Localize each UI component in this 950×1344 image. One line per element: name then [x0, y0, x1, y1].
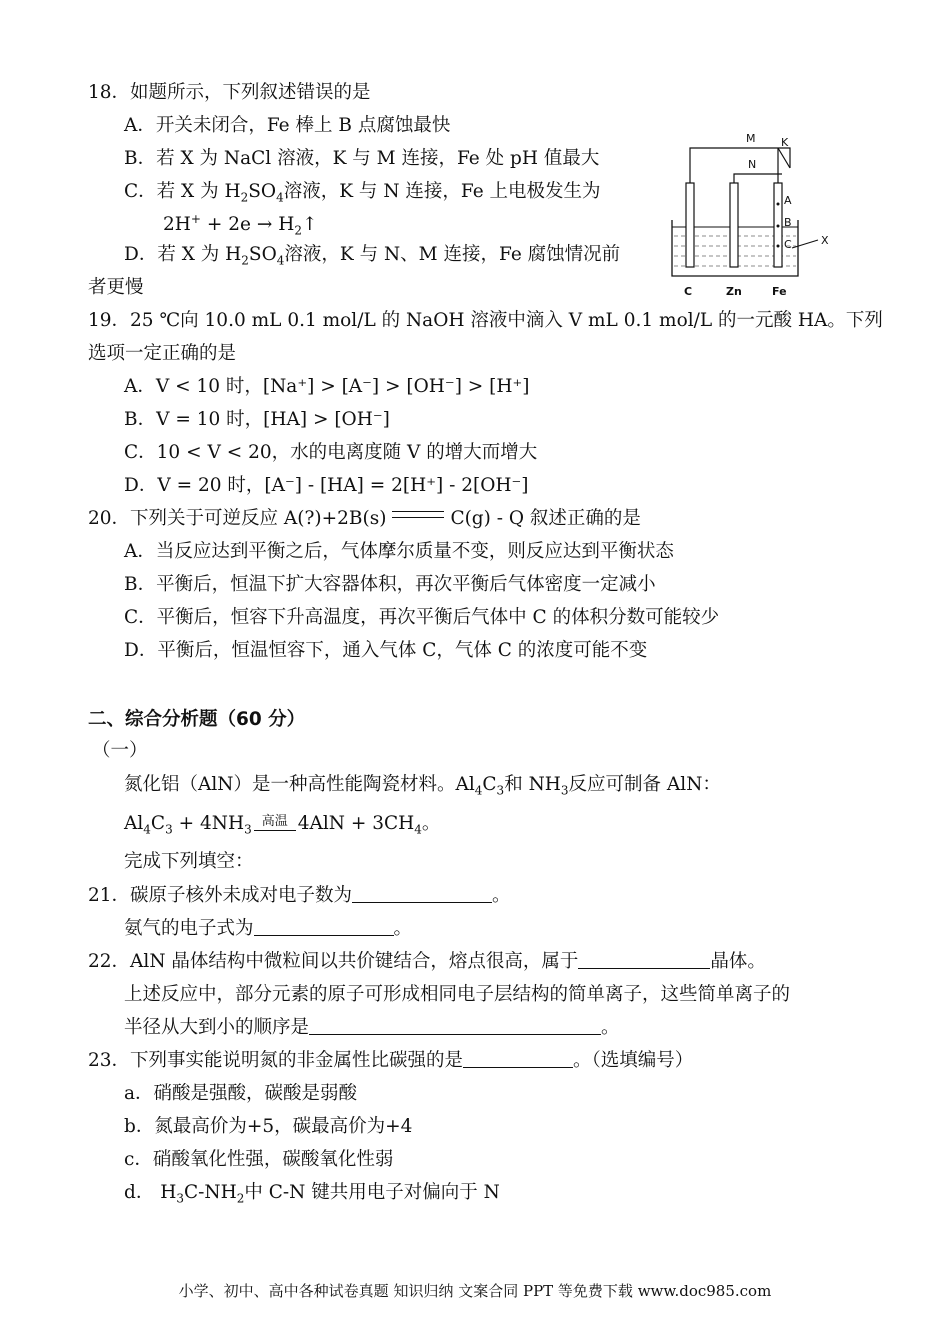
electrochemistry-figure — [668, 128, 840, 300]
fill-instruction: 完成下列填空： — [124, 851, 254, 872]
q21-line2: 氨气的电子式为 。 — [124, 918, 413, 939]
q23-option-c: c．硝酸氧化性强，碳酸氧化性弱 — [124, 1149, 394, 1170]
q23-stem: 23．下列事实能说明氮的非金属性比碳强的是 。（选填编号） — [88, 1050, 694, 1071]
label-k: K — [781, 136, 789, 149]
answer-blank[interactable] — [578, 950, 710, 969]
label-bottom-zn: Zn — [726, 285, 742, 298]
section-2-title: 二、综合分析题（60 分） — [88, 709, 306, 730]
q18-option-c: C．若 X 为 $H_2SO_4$溶液，K 与 N 连接，Fe 上电极发生为 — [124, 181, 601, 205]
reaction-equation: $Al_4C_3 + 4NH_3$ 高温 $4AlN + 3CH_4$。 — [124, 813, 441, 837]
footer-text: 小学、初中、高中各种试卷真题 知识归纳 文案合同 PPT 等免费下载 www.doc985.com — [178, 1282, 772, 1300]
label-bottom-fe: Fe — [772, 285, 787, 298]
answer-blank[interactable] — [309, 1016, 601, 1035]
q23-option-a: a．硝酸是强酸，碳酸是弱酸 — [124, 1083, 358, 1104]
q19-option-d: D．V = 20 时，[A⁻] - [HA] = 2[H⁺] - 2[OH⁻] — [124, 475, 529, 496]
q21-line1: 21．碳原子核外未成对电子数为 。 — [88, 885, 511, 906]
electrode-c — [686, 183, 694, 267]
section-2-subheading: （一） — [92, 740, 148, 761]
label-n: N — [748, 158, 757, 171]
q23-option-b: b．氮最高价为+5，碳最高价为+4 — [124, 1116, 413, 1137]
label-bottom-c: C — [684, 285, 693, 298]
point-c: C — [784, 238, 792, 251]
q22-line3: 半径从大到小的顺序是 。 — [124, 1017, 620, 1038]
answer-blank[interactable] — [254, 917, 394, 936]
label-x: X — [821, 234, 829, 247]
section-2-intro: 氮化铝（AlN）是一种高性能陶瓷材料。$Al_4C_3$和 $NH_3$反应可制备 AlN： — [124, 774, 721, 798]
label-m: M — [746, 132, 756, 145]
equilibrium-arrow-icon — [392, 508, 444, 522]
q23-option-d: d． $H_3C-NH_2$中 C-N 键共用电子对偏向于 N — [124, 1182, 500, 1206]
switch-k — [778, 148, 790, 168]
q19-option-c: C．10 < V < 20，水的电离度随 V 的增大而增大 — [124, 442, 538, 463]
q20-option-b: B．平衡后，恒温下扩大容器体积，再次平衡后气体密度一定减小 — [124, 574, 656, 595]
answer-blank[interactable] — [463, 1049, 573, 1068]
q19-stem-line2: 选项一定正确的是 — [88, 343, 237, 364]
q18-option-a: A．开关未闭合，Fe 棒上 B 点腐蚀最快 — [124, 115, 451, 136]
q20-option-a: A．当反应达到平衡之后，气体摩尔质量不变，则反应达到平衡状态 — [124, 541, 674, 562]
point-b: B — [784, 216, 792, 229]
q19-option-b: B．V = 10 时，[HA] > [OH⁻] — [124, 409, 390, 430]
q22-line2: 上述反应中，部分元素的原子可形成相同电子层结构的简单离子，这些简单离子的 — [124, 984, 791, 1005]
q20-stem: 20．下列关于可逆反应 A(?)+2B(s) C(g) - Q 叙述正确的是 — [88, 508, 641, 529]
condition-arrow: 高温 — [254, 815, 296, 831]
electrode-zn — [730, 183, 738, 267]
q22-line1: 22．AlN 晶体结构中微粒间以共价键结合，熔点很高，属于 晶体。 — [88, 951, 766, 972]
q20-option-d: D．平衡后，恒温恒容下，通入气体 C，气体 C 的浓度可能不变 — [124, 640, 648, 661]
point-a: A — [784, 194, 792, 207]
q18-option-d: D．若 X 为 $H_2SO_4$溶液，K 与 N、M 连接，Fe 腐蚀情况前 — [124, 244, 621, 268]
q18-stem: 18．如题所示，下列叙述错误的是 — [88, 82, 371, 103]
q19-option-a: A．V < 10 时，[Na⁺] > [A⁻] > [OH⁻] > [H⁺] — [124, 376, 530, 397]
q18-option-b: B．若 X 为 NaCl 溶液，K 与 M 连接，Fe 处 pH 值最大 — [124, 148, 600, 169]
q18-option-d-cont: 者更慢 — [88, 277, 144, 298]
q18-option-c-equation: $2H^+ + 2e \to H_2↑$ — [163, 211, 318, 238]
answer-blank[interactable] — [352, 884, 492, 903]
q19-stem-line1: 19．25 ℃向 10.0 mL 0.1 mol/L 的 NaOH 溶液中滴入 V mL 0.1 mol/L 的一元酸 HA。下列 — [88, 310, 883, 331]
q20-option-c: C．平衡后，恒容下升高温度，再次平衡后气体中 C 的体积分数可能较少 — [124, 607, 720, 628]
